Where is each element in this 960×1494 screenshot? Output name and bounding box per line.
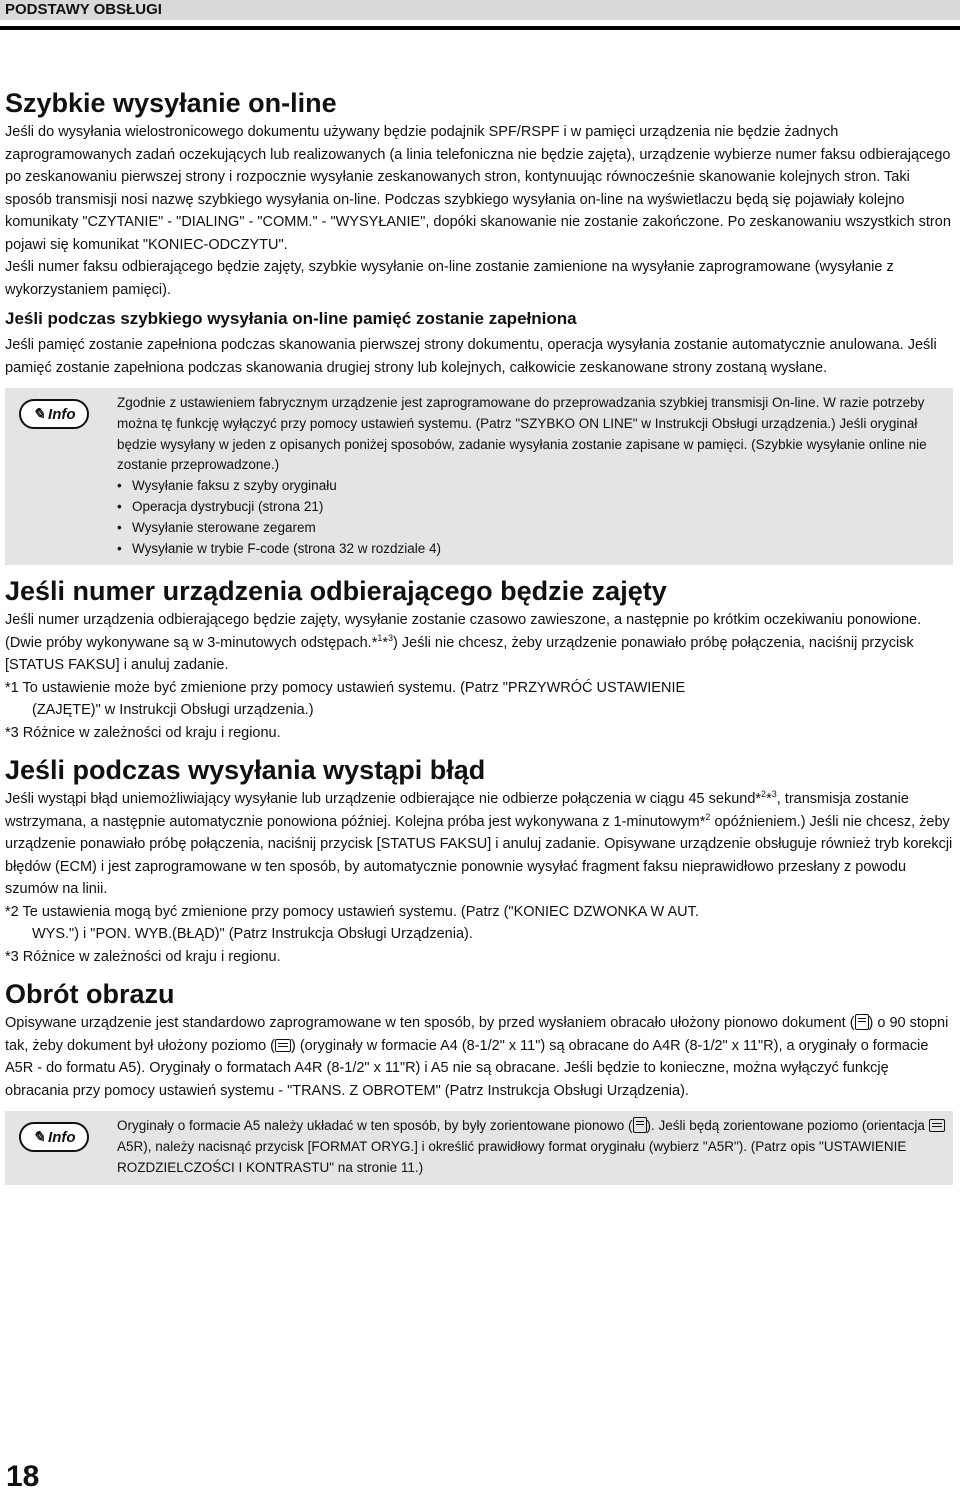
info-list [117, 476, 945, 559]
subsection-title-memory-full: Jeśli podczas szybkiego wysyłania on-line pamięć zostanie zapełniona [5, 309, 577, 328]
paragraph: Jeśli wystąpi błąd uniemożliwiający wysyłanie lub urządzenie odbierające nie odbierze połączenia w ciągu 45 sekund*$^2$*$^3$, transmisja zostanie wstrzymana, a następnie automatycznie ponowiona później. Kolejna próba jest wykonywana z 1-minutowym*$^2$ opóźnieniem.) Jeśli nie chcesz, żeby urządzenie ponawiało próbę połączenia, naciśnij przycisk [STATUS FAKSU] i anuluj zadanie. Opisywane urządzenie obsługuje również tryb korekcji błędów (ECM) i jest zaprogramowane w ten sposób, by automatycznie ponownie wysyłać fragment faksu nieprawidłowo przesłany z powodu szumów na linii. [5, 789, 953, 898]
portrait-orientation-icon [633, 1117, 647, 1133]
list-item: • Wysyłanie sterowane zegarem [117, 518, 945, 539]
list-item: • Wysyłanie w trybie F-code (strona 32 w rozdziale 4) [117, 539, 945, 560]
info-text: Zgodnie z ustawieniem fabrycznym urządzenie jest zaprogramowane do przeprowadzania szybkiej transmisji On-line. W razie potrzeby można tę funkcję wyłączyć przy pomocy ustawień systemu. (Patrz "SZYBKO ON LINE" w Instrukcji Obsługi urządzenia.) Jeśli oryginał będzie wysyłany w jeden z opisanych poniżej sposobów, zadanie wysyłania zostanie zapisane w pamięci. (Szybkie wysyłanie online nie zostanie przeprowadzone.) [117, 395, 927, 473]
info-body: Oryginały o formacie A5 należy układać w ten sposób, by były zorientowane pionowo ( ). Jeśli będą zorientowane poziomo (orientacja A5R), należy nacisnąć przycisk [FORMAT ORYG.] i określić prawidłowy format oryginału (wybierz "A5R"). (Patrz opis "USTAWIENIE ROZDZIELCZOŚCI I KONTRASTU" na stronie 11.) [117, 1116, 945, 1178]
section-title-rotation: Obrót obrazu [5, 979, 175, 1010]
info-box [5, 388, 953, 565]
info-box [5, 1111, 953, 1184]
running-header: PODSTAWY OBSŁUGI [5, 1, 162, 18]
pencil-icon: ✎ [32, 405, 46, 423]
info-icon-label: Info [48, 1128, 76, 1146]
paragraph: Jeśli do wysyłania wielostronicowego dokumentu używany będzie podajnik SPF/RSPF i w pamięci urządzenia nie będzie żadnych zaprogramowanych zadań oczekujących lub realizowanych (a linia telefoniczna nie będzie zajęta), urządzenie wybierze numer faksu odbierającego po zeskanowaniu pierwszej strony i rozpocznie wysyłanie zeskanowanych stron, kontynuując równocześnie skanowanie kolejnych stron. Taki sposób transmisji nosi nazwę szybkiego wysyłania on-line. Podczas szybkiego wysyłania on-line na wyświetlaczu będą się pojawiały kolejno komunikaty "CZYTANIE" - "DIALING" - "COMM." - "WYSYŁANIE", dopóki skanowanie nie zostanie zakończone. Po zeskanowaniu wszystkich stron pojawi się komunikat "KONIEC-ODCZYTU". [5, 124, 951, 253]
paragraph: Opisywane urządzenie jest standardowo zaprogramowane w ten sposób, by przed wysłaniem obracało ułożony pionowo dokument ( ) o 90 stopni tak, żeby dokument był ułożony poziomo ( ) (oryginały w formacie A4 (8-1/2" x 11") są obracane do A4R (8-1/2" x 11"R), a oryginały o formacie A5R - do formatu A5). Oryginały o formatach A4R (8-1/2" x 11"R) i A5 nie są obracane. Jeśli będzie to konieczne, można wyłączyć funkcję obracania przy pomocy ustawień systemu - "TRANS. Z OBROTEM" (Patrz Instrukcja Obsługi Urządzenia). [5, 1015, 949, 1099]
page-content [5, 86, 953, 1185]
footnote-2: *2 Te ustawienia mogą być zmienione przy pomocy ustawień systemu. (Patrz ("KONIEC DZWONKA W AUT. [5, 903, 699, 920]
paragraph: Jeśli numer urządzenia odbierającego będzie zajęty, wysyłanie zostanie czasowo zawieszone, a następnie po krótkim oczekiwaniu ponowione. (Dwie próby wykonywane są w 3-minutowych odstępach.*$^1$*$^3$) Jeśli nie chcesz, żeby urządzenie ponawiało próbę połączenia, naciśnij przycisk [STATUS FAKSU] i anuluj zadanie. [5, 612, 922, 674]
list-item: • Operacja dystrybucji (strona 21) [117, 497, 945, 518]
info-body [117, 393, 945, 559]
footnote-3: *3 Różnice w zależności od kraju i regionu. [5, 724, 281, 741]
section-title-error: Jeśli podczas wysyłania wystąpi błąd [5, 755, 486, 786]
header-divider [0, 26, 960, 30]
info-icon-label: Info [48, 405, 76, 423]
page-number: 18 [6, 1460, 40, 1493]
paragraph: Jeśli pamięć zostanie zapełniona podczas skanowania pierwszej strony dokumentu, operacja wysyłania zostanie automatycznie anulowana. Jeśli pamięć zostanie zapełniona podczas skanowania drugiej strony lub kolejnych, całkowicie zeskanowane strony zostaną wysłane. [5, 337, 937, 376]
landscape-orientation-icon [929, 1119, 945, 1132]
landscape-orientation-icon [275, 1039, 291, 1052]
paragraph: Jeśli numer faksu odbierającego będzie zajęty, szybkie wysyłanie on-line zostanie zamienione na wysyłanie zaprogramowane (wysyłanie z wykorzystaniem pamięci). [5, 259, 894, 298]
section-title-busy: Jeśli numer urządzenia odbierającego będzie zajęty [5, 576, 667, 607]
footnote-1-continuation: (ZAJĘTE)" w Instrukcji Obsługi urządzenia.) [32, 702, 314, 719]
list-item: • Wysyłanie faksu z szyby oryginału [117, 476, 945, 497]
section-title-online-sending: Szybkie wysyłanie on-line [5, 88, 337, 118]
info-icon [19, 399, 89, 429]
pencil-icon: ✎ [32, 1128, 46, 1146]
footnote-3: *3 Różnice w zależności od kraju i regionu. [5, 948, 281, 965]
footnote-1: *1 To ustawienie może być zmienione przy pomocy ustawień systemu. (Patrz "PRZYWRÓĆ USTAWIENIE [5, 679, 686, 696]
portrait-orientation-icon [855, 1014, 869, 1030]
info-icon [19, 1122, 89, 1152]
footnote-2-continuation: WYS.") i "PON. WYB.(BŁĄD)" (Patrz Instrukcja Obsługi Urządzenia). [32, 926, 473, 943]
